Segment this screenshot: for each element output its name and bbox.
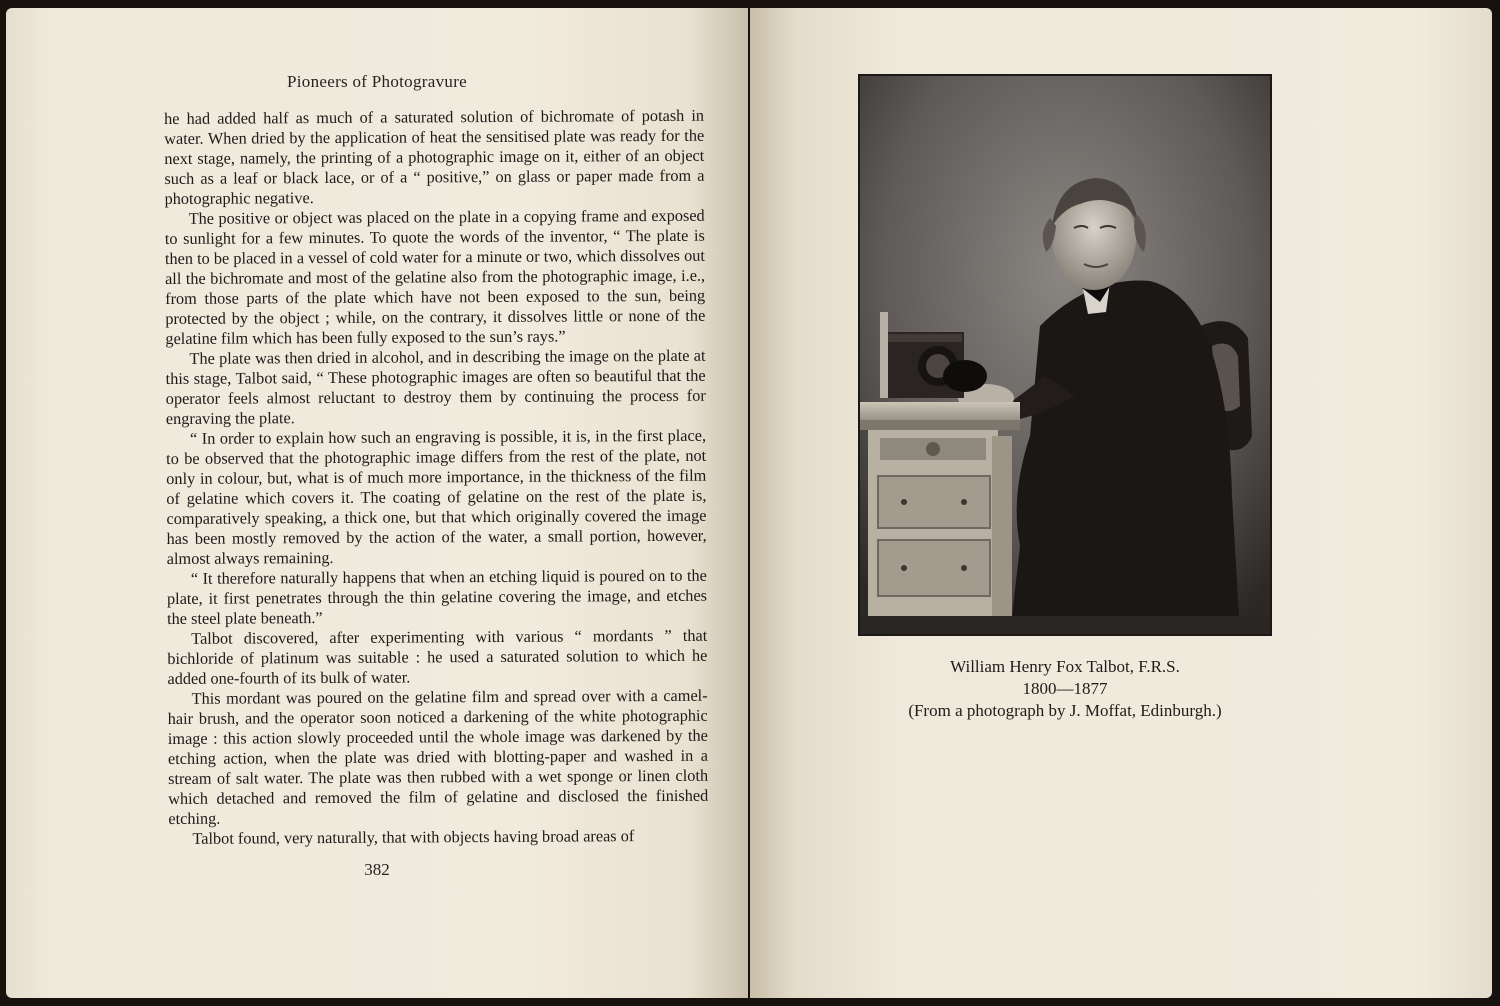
- photo-caption: [750, 656, 1380, 722]
- right-page: [750, 8, 1492, 998]
- paragraph: Talbot found, very naturally, that with objects having broad areas of: [192, 826, 635, 848]
- portrait-photograph: [858, 74, 1272, 636]
- paragraph: “ In order to explain how such an engraving is possible, it is, in the first place, to be observed that the photographic image differs from the rest of the plate, not only in colour, but, what is of much more importance, in the thickness of the film of gelatine which covers it. The coating of gelatine on the rest of the plate is, comparatively speaking, a thick one, but that which originally covered the image has been mostly removed by the action of the water, a small portion, however, almost always remaining.: [166, 425, 707, 568]
- running-head: Pioneers of Photogravure: [287, 72, 467, 91]
- paragraph: he had added half as much of a saturated solution of bichromate of potash in water. When dried by the application of heat the sensitised plate was ready for the next stage, namely, the printing of a photographic image on it, either of an object such as a leaf or black lace, or of a “ positive,” on glass or paper made from a photographic negative.: [164, 105, 705, 208]
- paragraph: The plate was then dried in alcohol, and in describing the image on the plate at this stage, Talbot said, “ These photographic images are often so beautiful that the operator feels almost reluctant to destroy them by continuing the process for engraving the plate.: [165, 345, 706, 428]
- body-text: [164, 106, 709, 849]
- paragraph: “ It therefore naturally happens that when an etching liquid is poured on to the plate, it first penetrates through the thin gelatine covering the image, and etches the steel plate beneath.”: [166, 565, 708, 628]
- caption-dates: 1800—1877: [1022, 679, 1108, 698]
- paragraph: The positive or object was placed on the plate in a copying frame and exposed to sunlight for a few minutes. To quote the words of the inventor, “ The plate is then to be placed in a vessel of cold water for a minute or two, which dissolves out all the bichromate and most of the gelatine also from the photographic image, i.e., from those parts of the plate which have not been exposed to the sun, being protected by the object ; while, on the contrary, it dissolves little or none of the gelatine film which has been fully exposed to the sun’s rays.”: [164, 205, 706, 348]
- paragraph: This mordant was poured on the gelatine film and spread over with a camel-hair brush, and the operator soon noticed a darkening of the white photographic image : this action slowly proceeded until the whole image was darkened by the etching action, when the plate was dried with blotting-paper and washed in a stream of salt water. The plate was then rubbed with a wet sponge or linen cloth which detached and removed the film of gelatine and disclosed the finished etching.: [167, 685, 709, 828]
- caption-credit: (From a photograph by J. Moffat, Edinburgh.): [908, 701, 1222, 720]
- left-page: [6, 8, 748, 998]
- page-number: 382: [364, 860, 390, 879]
- caption-name: William Henry Fox Talbot, F.R.S.: [950, 657, 1180, 676]
- portrait-illustration: [860, 76, 1270, 634]
- paragraph: Talbot discovered, after experimenting with various “ mordants ” that bichloride of platinum was suitable : he used a saturated solution to which he added one-fourth of its bulk of water.: [167, 625, 708, 688]
